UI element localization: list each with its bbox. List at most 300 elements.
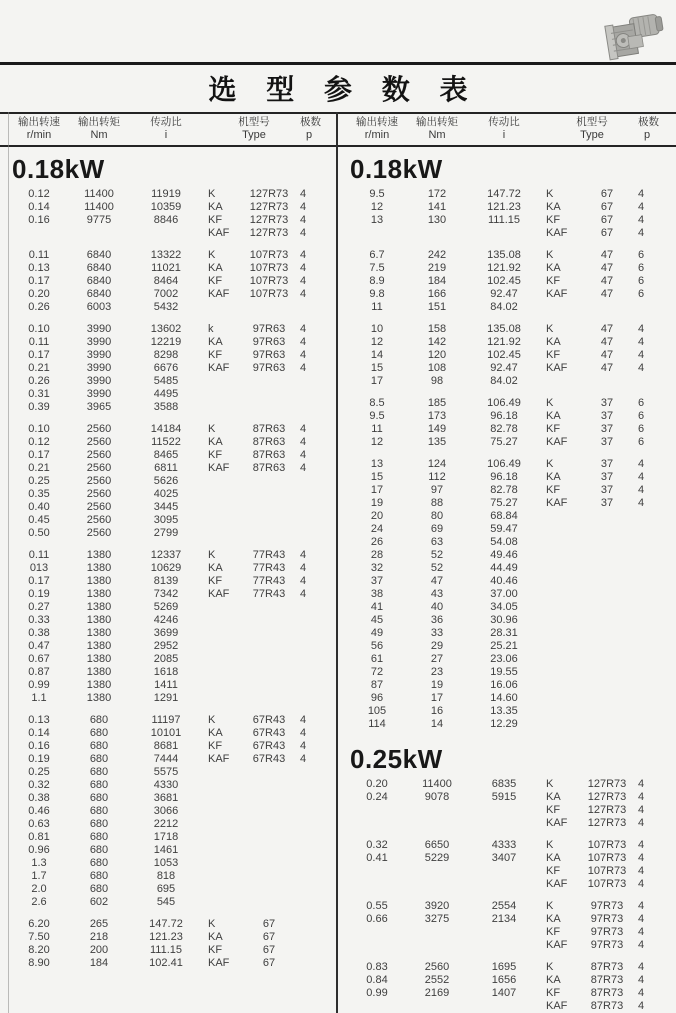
cell-ratio: 7342 (153, 588, 179, 600)
cell-ratio: 121.92 (487, 262, 521, 274)
cell-output-torque: 47 (430, 575, 444, 587)
table-row (338, 614, 676, 627)
cell-output-speed: 0.20 (366, 778, 388, 790)
cell-output-torque: 6840 (86, 249, 112, 261)
ratio-group (0, 323, 338, 414)
table-row (338, 336, 676, 349)
table-row (338, 961, 676, 974)
ratio-group (338, 778, 676, 830)
cell-poles (294, 779, 312, 792)
cell-type-prefix (208, 601, 244, 614)
column-header-zh: 输出转速 (356, 116, 398, 128)
cell-output-speed: 11 (371, 423, 383, 435)
cell-type-model: 97R73 (590, 939, 624, 951)
table-row (338, 705, 676, 718)
cell-output-speed: 0.81 (28, 831, 50, 843)
cell-type-prefix: KF (208, 740, 223, 752)
cell-output-torque: 1380 (86, 588, 112, 600)
cell-ratio: 135.08 (487, 249, 521, 261)
table-row (0, 462, 338, 475)
cell-type-model (244, 375, 294, 388)
table-row (0, 501, 338, 514)
cell-type-prefix (208, 870, 244, 883)
cell-output-torque: 124 (427, 458, 447, 470)
cell-ratio: 44.49 (490, 562, 518, 574)
cell-output-speed: 37 (370, 575, 384, 587)
cell-output-speed: 0.25 (28, 766, 50, 778)
cell-output-torque: 680 (89, 857, 109, 869)
cell-type-model (582, 301, 632, 314)
table-row (0, 288, 338, 301)
cell-type-model: 47 (600, 336, 614, 348)
cell-poles (294, 375, 312, 388)
cell-type-prefix (546, 614, 582, 627)
cell-type-prefix: K (546, 249, 554, 261)
cell-output-speed (348, 878, 406, 891)
cell-output-speed: 7.50 (28, 931, 50, 943)
cell-type-prefix: KAF (546, 878, 568, 890)
table-row (338, 692, 676, 705)
cell-type-prefix (208, 627, 244, 640)
cell-poles: 4 (637, 214, 645, 226)
cell-output-speed: 0.55 (366, 900, 388, 912)
cell-poles (294, 653, 312, 666)
cell-ratio: 82.78 (490, 423, 518, 435)
table-row (338, 423, 676, 436)
table-row (0, 779, 338, 792)
cell-output-torque: 80 (430, 510, 444, 522)
cell-type-model: 67 (600, 201, 614, 213)
cell-type-model: 37 (600, 497, 614, 509)
cell-poles (632, 301, 650, 314)
cell-type-prefix: KAF (208, 288, 230, 300)
cell-output-speed: 8.5 (369, 397, 385, 409)
cell-output-torque: 3990 (86, 362, 112, 374)
cell-type-prefix (546, 705, 582, 718)
table-row (338, 523, 676, 536)
cell-poles (294, 792, 312, 805)
column-header (68, 116, 130, 142)
cell-type-model (244, 301, 294, 314)
column-header (300, 116, 321, 142)
cell-ratio: 3445 (153, 501, 179, 513)
cell-ratio: 14.60 (490, 692, 518, 704)
cell-type-prefix: KF (546, 484, 561, 496)
table-row (0, 527, 338, 540)
cell-type-prefix: K (208, 918, 216, 930)
cell-ratio (468, 804, 540, 817)
table-row (338, 188, 676, 201)
cell-output-speed: 0.31 (28, 388, 50, 400)
cell-type-prefix (546, 523, 582, 536)
cell-type-model: 127R73 (249, 214, 289, 226)
cell-output-torque: 173 (427, 410, 447, 422)
cell-ratio: 147.72 (149, 918, 183, 930)
table-row (0, 275, 338, 288)
column-header-unit: Type (242, 129, 266, 141)
table-row (338, 627, 676, 640)
cell-type-model (244, 818, 294, 831)
cell-type-model: 37 (600, 436, 614, 448)
table-row (0, 614, 338, 627)
cell-poles: 4 (637, 362, 645, 374)
power-section-heading: 0.18kW (12, 154, 105, 184)
cell-output-torque: 130 (427, 214, 447, 226)
cell-poles (632, 575, 650, 588)
power-section-heading: 0.25kW (350, 744, 443, 774)
cell-output-torque: 1380 (86, 601, 112, 613)
cell-output-torque (406, 939, 468, 952)
cell-type-prefix (546, 375, 582, 388)
cell-type-model (582, 718, 632, 731)
cell-ratio: 102.45 (487, 349, 521, 361)
table-row (0, 653, 338, 666)
table-row (0, 640, 338, 653)
cell-ratio: 3095 (153, 514, 179, 526)
cell-output-speed (10, 227, 68, 240)
table-row (338, 653, 676, 666)
cell-poles: 6 (637, 249, 645, 261)
cell-output-speed: 0.11 (28, 249, 50, 261)
cell-output-speed: 13 (370, 458, 384, 470)
cell-poles: 4 (637, 865, 645, 877)
cell-output-torque: 172 (427, 188, 447, 200)
column-header-zh: 输出转矩 (78, 116, 120, 128)
cell-type-model: 47 (600, 323, 614, 335)
cell-poles: 4 (299, 562, 307, 574)
table-row (338, 900, 676, 913)
cell-output-speed: 0.10 (28, 323, 50, 335)
cell-output-speed (348, 865, 406, 878)
cell-poles: 4 (299, 462, 307, 474)
cell-output-torque: 3965 (86, 401, 112, 413)
cell-type-prefix: KA (208, 931, 223, 943)
cell-type-prefix: KAF (546, 288, 568, 300)
cell-output-torque (406, 817, 468, 830)
cell-type-prefix (546, 588, 582, 601)
cell-output-torque: 3990 (86, 375, 112, 387)
cell-poles: 4 (299, 201, 307, 213)
cell-type-prefix (208, 527, 244, 540)
cell-type-model (582, 627, 632, 640)
cell-type-model (582, 601, 632, 614)
cell-output-speed (348, 227, 406, 240)
cell-poles: 4 (637, 497, 645, 509)
cell-ratio: 4330 (153, 779, 179, 791)
cell-output-speed: 0.21 (28, 362, 50, 374)
table-row (338, 926, 676, 939)
cell-type-model (244, 401, 294, 414)
cell-output-torque: 14 (430, 718, 444, 730)
cell-output-torque (406, 878, 468, 891)
cell-ratio: 1656 (491, 974, 517, 986)
cell-output-speed: 12 (370, 436, 384, 448)
cell-type-prefix: K (208, 423, 216, 435)
cell-output-torque: 166 (427, 288, 447, 300)
cell-output-speed: 0.13 (28, 714, 50, 726)
cell-ratio: 2134 (491, 913, 517, 925)
cell-output-speed: 0.33 (28, 614, 50, 626)
table-row (0, 870, 338, 883)
cell-output-speed: 0.19 (28, 753, 50, 765)
table-row (338, 987, 676, 1000)
cell-poles (632, 588, 650, 601)
cell-poles: 4 (637, 458, 645, 470)
cell-type-prefix (208, 501, 244, 514)
cell-type-model: 47 (600, 262, 614, 274)
cell-ratio (468, 865, 540, 878)
cell-type-prefix: KF (546, 804, 561, 816)
cell-poles: 4 (637, 336, 645, 348)
cell-type-model (244, 766, 294, 779)
cell-type-model (582, 536, 632, 549)
cell-ratio: 7444 (153, 753, 179, 765)
cell-type-model: 67R43 (252, 753, 286, 765)
cell-type-model: 97R63 (252, 349, 286, 361)
cell-poles: 4 (637, 1000, 645, 1012)
cell-output-torque (406, 926, 468, 939)
table-row (0, 766, 338, 779)
cell-type-prefix: KA (208, 562, 223, 574)
cell-output-torque: 9775 (86, 214, 112, 226)
cell-output-torque: 149 (427, 423, 447, 435)
cell-ratio: 135.08 (487, 323, 521, 335)
cell-type-model (244, 488, 294, 501)
cell-output-speed: 15 (370, 362, 384, 374)
cell-ratio: 8465 (153, 449, 179, 461)
table-row (338, 471, 676, 484)
cell-output-speed: 2.6 (31, 896, 47, 908)
cell-output-torque: 98 (430, 375, 444, 387)
cell-type-model: 77R43 (252, 549, 286, 561)
cell-output-speed: 0.19 (28, 588, 50, 600)
table-row (338, 778, 676, 791)
table-row (0, 601, 338, 614)
cell-poles (294, 666, 312, 679)
table-row (338, 458, 676, 471)
cell-output-speed: 38 (370, 588, 384, 600)
column-header-unit: p (643, 129, 651, 141)
table-row (0, 323, 338, 336)
cell-type-prefix (546, 575, 582, 588)
table-row (0, 349, 338, 362)
ratio-group (338, 323, 676, 388)
cell-poles: 4 (637, 900, 645, 912)
cell-output-torque: 2560 (86, 488, 112, 500)
cell-type-model (244, 601, 294, 614)
cell-type-model: 97R63 (252, 362, 286, 374)
cell-output-torque: 3990 (86, 323, 112, 335)
cell-type-prefix (546, 666, 582, 679)
cell-output-torque: 1380 (86, 666, 112, 678)
cell-type-prefix (546, 562, 582, 575)
cell-output-torque: 2560 (86, 475, 112, 487)
cell-type-model: 77R43 (252, 562, 286, 574)
cell-ratio: 3681 (153, 792, 179, 804)
cell-output-speed: 0.14 (28, 727, 50, 739)
cell-poles: 6 (637, 262, 645, 274)
ratio-group (338, 249, 676, 314)
cell-ratio: 111.15 (149, 944, 182, 956)
cell-output-speed: 0.41 (366, 852, 388, 864)
cell-output-torque: 6840 (86, 275, 112, 287)
right-table-column (338, 147, 676, 1013)
cell-output-torque: 6840 (86, 288, 112, 300)
table-row (338, 288, 676, 301)
cell-output-torque: 602 (89, 896, 109, 908)
cell-poles (632, 640, 650, 653)
cell-type-model: 67 (262, 957, 276, 969)
cell-output-speed: 0.21 (28, 462, 50, 474)
cell-poles: 4 (299, 588, 307, 600)
cell-poles (294, 527, 312, 540)
cell-type-prefix (208, 640, 244, 653)
cell-ratio: 11197 (151, 714, 181, 726)
table-row (338, 718, 676, 731)
cell-output-speed: 0.50 (28, 527, 50, 539)
cell-output-torque: 1380 (86, 549, 112, 561)
cell-poles: 4 (637, 939, 645, 951)
cell-output-torque: 680 (89, 818, 109, 830)
cell-output-speed (348, 1000, 406, 1013)
cell-type-model (244, 388, 294, 401)
cell-type-prefix (208, 388, 244, 401)
table-row (0, 575, 338, 588)
cell-ratio: 49.46 (490, 549, 518, 561)
cell-ratio: 54.08 (490, 536, 518, 548)
cell-ratio: 8139 (153, 575, 179, 587)
cell-type-prefix: KF (208, 449, 223, 461)
column-header (348, 116, 406, 142)
ratio-group (0, 188, 338, 240)
cell-ratio: 8846 (153, 214, 179, 226)
cell-output-torque: 2560 (86, 436, 112, 448)
cell-type-prefix: KAF (546, 362, 568, 374)
cell-output-torque: 1380 (86, 653, 112, 665)
cell-output-speed: 17 (370, 484, 384, 496)
table-row (0, 844, 338, 857)
cell-type-model: 87R63 (252, 423, 286, 435)
cell-ratio: 23.06 (490, 653, 518, 665)
cell-output-speed: 0.24 (366, 791, 388, 803)
table-row (338, 666, 676, 679)
cell-output-speed (348, 817, 406, 830)
cell-output-torque: 19 (430, 679, 444, 691)
table-row (0, 475, 338, 488)
column-header (638, 116, 659, 142)
table-row (338, 974, 676, 987)
cell-type-prefix: KAF (546, 227, 568, 239)
table-row (338, 410, 676, 423)
cell-type-prefix: KA (546, 913, 561, 925)
cell-type-model: 77R43 (252, 588, 286, 600)
left-frame-line (8, 112, 9, 1013)
cell-type-prefix (546, 301, 582, 314)
table-row (0, 627, 338, 640)
cell-type-prefix (208, 301, 244, 314)
cell-ratio: 6676 (153, 362, 179, 374)
cell-output-torque: 3990 (86, 349, 112, 361)
table-row (0, 301, 338, 314)
table-row (338, 817, 676, 830)
cell-type-prefix: KA (546, 791, 561, 803)
cell-poles (294, 388, 312, 401)
cell-type-model (244, 514, 294, 527)
cell-type-prefix (208, 375, 244, 388)
cell-type-prefix: KF (546, 349, 561, 361)
table-row (338, 575, 676, 588)
cell-ratio: 11021 (151, 262, 181, 274)
cell-output-speed: 1.3 (31, 857, 47, 869)
cell-type-prefix: KF (546, 214, 561, 226)
cell-ratio: 5915 (491, 791, 517, 803)
cell-ratio: 3588 (153, 401, 179, 413)
cell-output-torque: 2560 (86, 423, 112, 435)
cell-output-speed: 10 (370, 323, 384, 335)
column-header-unit: i (164, 129, 168, 141)
table-row (0, 753, 338, 766)
cell-ratio: 84.02 (490, 301, 518, 313)
column-header-zh: 机型号 (576, 116, 608, 128)
cell-ratio: 10359 (150, 201, 182, 213)
cell-output-speed: 0.46 (28, 805, 50, 817)
cell-ratio: 14184 (150, 423, 182, 435)
cell-poles: 4 (299, 714, 307, 726)
cell-ratio: 5575 (153, 766, 179, 778)
cell-type-prefix: KA (546, 471, 561, 483)
cell-type-model (582, 653, 632, 666)
table-row (338, 536, 676, 549)
cell-type-prefix (208, 818, 244, 831)
cell-ratio: 5269 (153, 601, 179, 613)
cell-ratio: 10101 (150, 727, 182, 739)
cell-output-torque: 680 (89, 753, 109, 765)
cell-ratio: 12337 (150, 549, 182, 561)
cell-ratio: 96.18 (490, 410, 518, 422)
column-header-unit: Nm (90, 129, 108, 141)
cell-output-speed: 8.20 (28, 944, 50, 956)
cell-output-torque: 1380 (86, 640, 112, 652)
cell-output-torque: 97 (430, 484, 444, 496)
cell-output-speed: 32 (370, 562, 384, 574)
cell-type-model: 107R73 (249, 288, 289, 300)
cell-output-speed: 49 (370, 627, 384, 639)
cell-type-prefix: KF (208, 214, 223, 226)
table-row (0, 818, 338, 831)
cell-output-speed: 0.26 (28, 375, 50, 387)
cell-type-model: 127R73 (587, 778, 627, 790)
cell-poles: 4 (299, 249, 307, 261)
table-row (0, 883, 338, 896)
cell-ratio: 2085 (153, 653, 179, 665)
cell-type-prefix: KA (546, 852, 561, 864)
page-top-margin (0, 0, 676, 62)
table-row (0, 805, 338, 818)
table-row (0, 740, 338, 753)
cell-output-torque: 29 (430, 640, 444, 652)
cell-output-torque: 680 (89, 740, 109, 752)
cell-output-speed: 0.11 (28, 336, 50, 348)
table-row (0, 201, 338, 214)
cell-type-model: 47 (600, 275, 614, 287)
selection-table (0, 112, 676, 1013)
cell-output-speed: 7.5 (369, 262, 385, 274)
cell-type-prefix: KAF (546, 497, 568, 509)
table-row (338, 640, 676, 653)
cell-ratio: 2952 (153, 640, 179, 652)
ratio-group (338, 900, 676, 952)
table-row (338, 227, 676, 240)
